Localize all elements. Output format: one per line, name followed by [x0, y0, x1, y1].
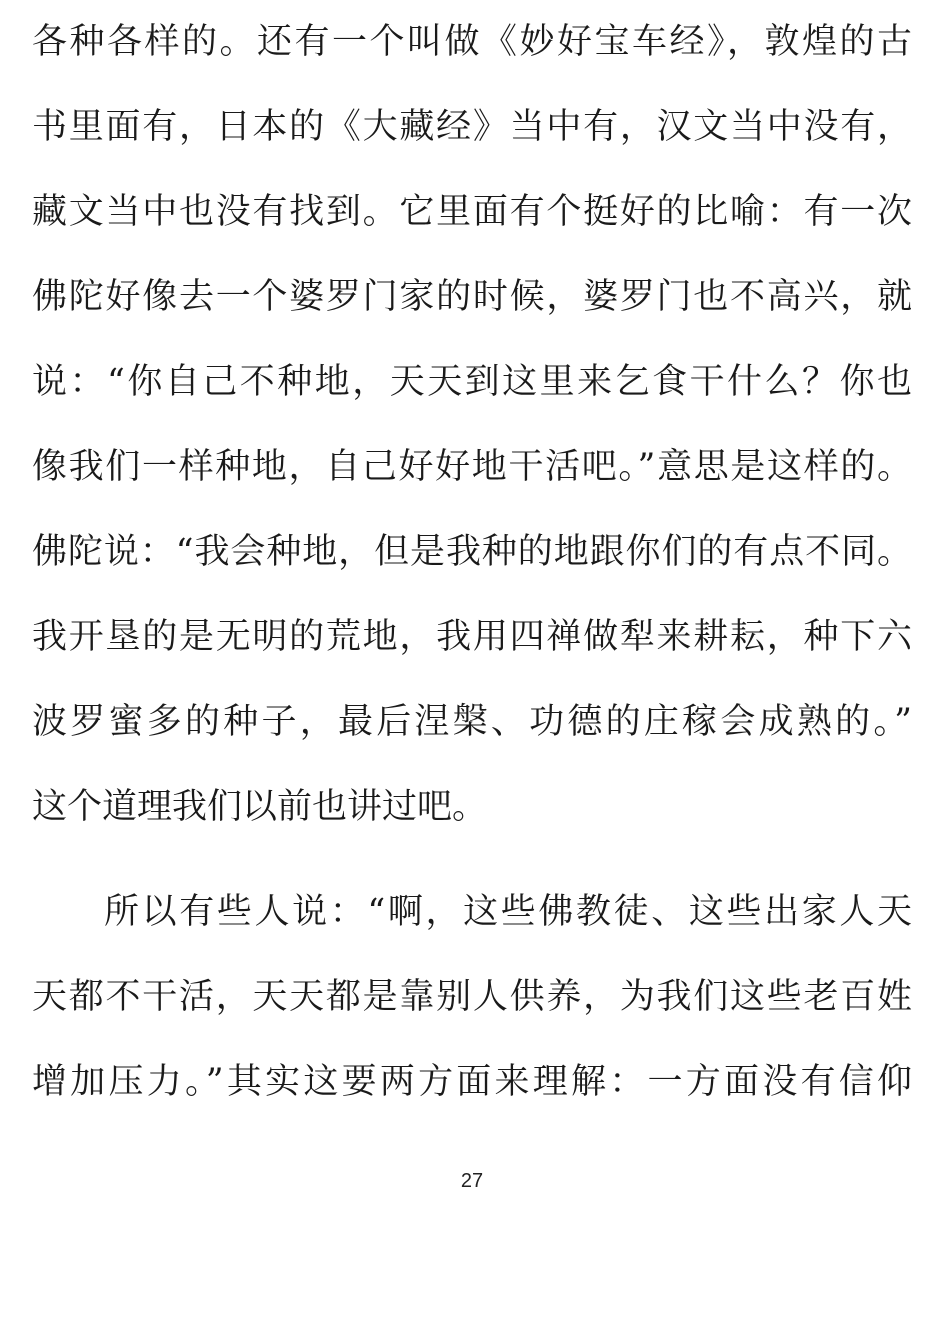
- page-number: 27: [460, 1170, 484, 1192]
- text-line: 波罗蜜多的种子，最后涅槃、功德的庄稼会成熟的。”: [32, 702, 912, 742]
- text-line: 像我们一样种地，自己好好地干活吧。”意思是这样的。: [32, 447, 912, 487]
- text-line: 佛陀好像去一个婆罗门家的时候，婆罗门也不高兴，就: [32, 277, 912, 317]
- text-line: 我开垦的是无明的荒地，我用四禅做犁来耕耘，种下六: [32, 617, 912, 657]
- text-line: 书里面有，日本的《大藏经》当中有，汉文当中没有，: [32, 107, 912, 147]
- text-line: 说：“你自己不种地，天天到这里来乞食干什么？你也: [32, 362, 912, 402]
- text-line: 藏文当中也没有找到。它里面有个挺好的比喻：有一次: [32, 192, 912, 232]
- text-line: 天都不干活，天天都是靠别人供养，为我们这些老百姓: [32, 977, 912, 1017]
- paragraph-1: [32, 0, 912, 850]
- text-line: 各种各样的。还有一个叫做《妙好宝车经》，敦煌的古: [32, 22, 912, 62]
- text-line: 佛陀说：“我会种地，但是我种的地跟你们的有点不同。: [32, 532, 912, 572]
- text-line: 增加压力。”其实这要两方面来理解：一方面没有信仰: [32, 1062, 912, 1102]
- text-line: 所以有些人说：“啊，这些佛教徒、这些出家人天: [104, 892, 912, 932]
- text-line: 这个道理我们以前也讲过吧。: [32, 787, 488, 827]
- paragraph-2: [32, 870, 912, 1125]
